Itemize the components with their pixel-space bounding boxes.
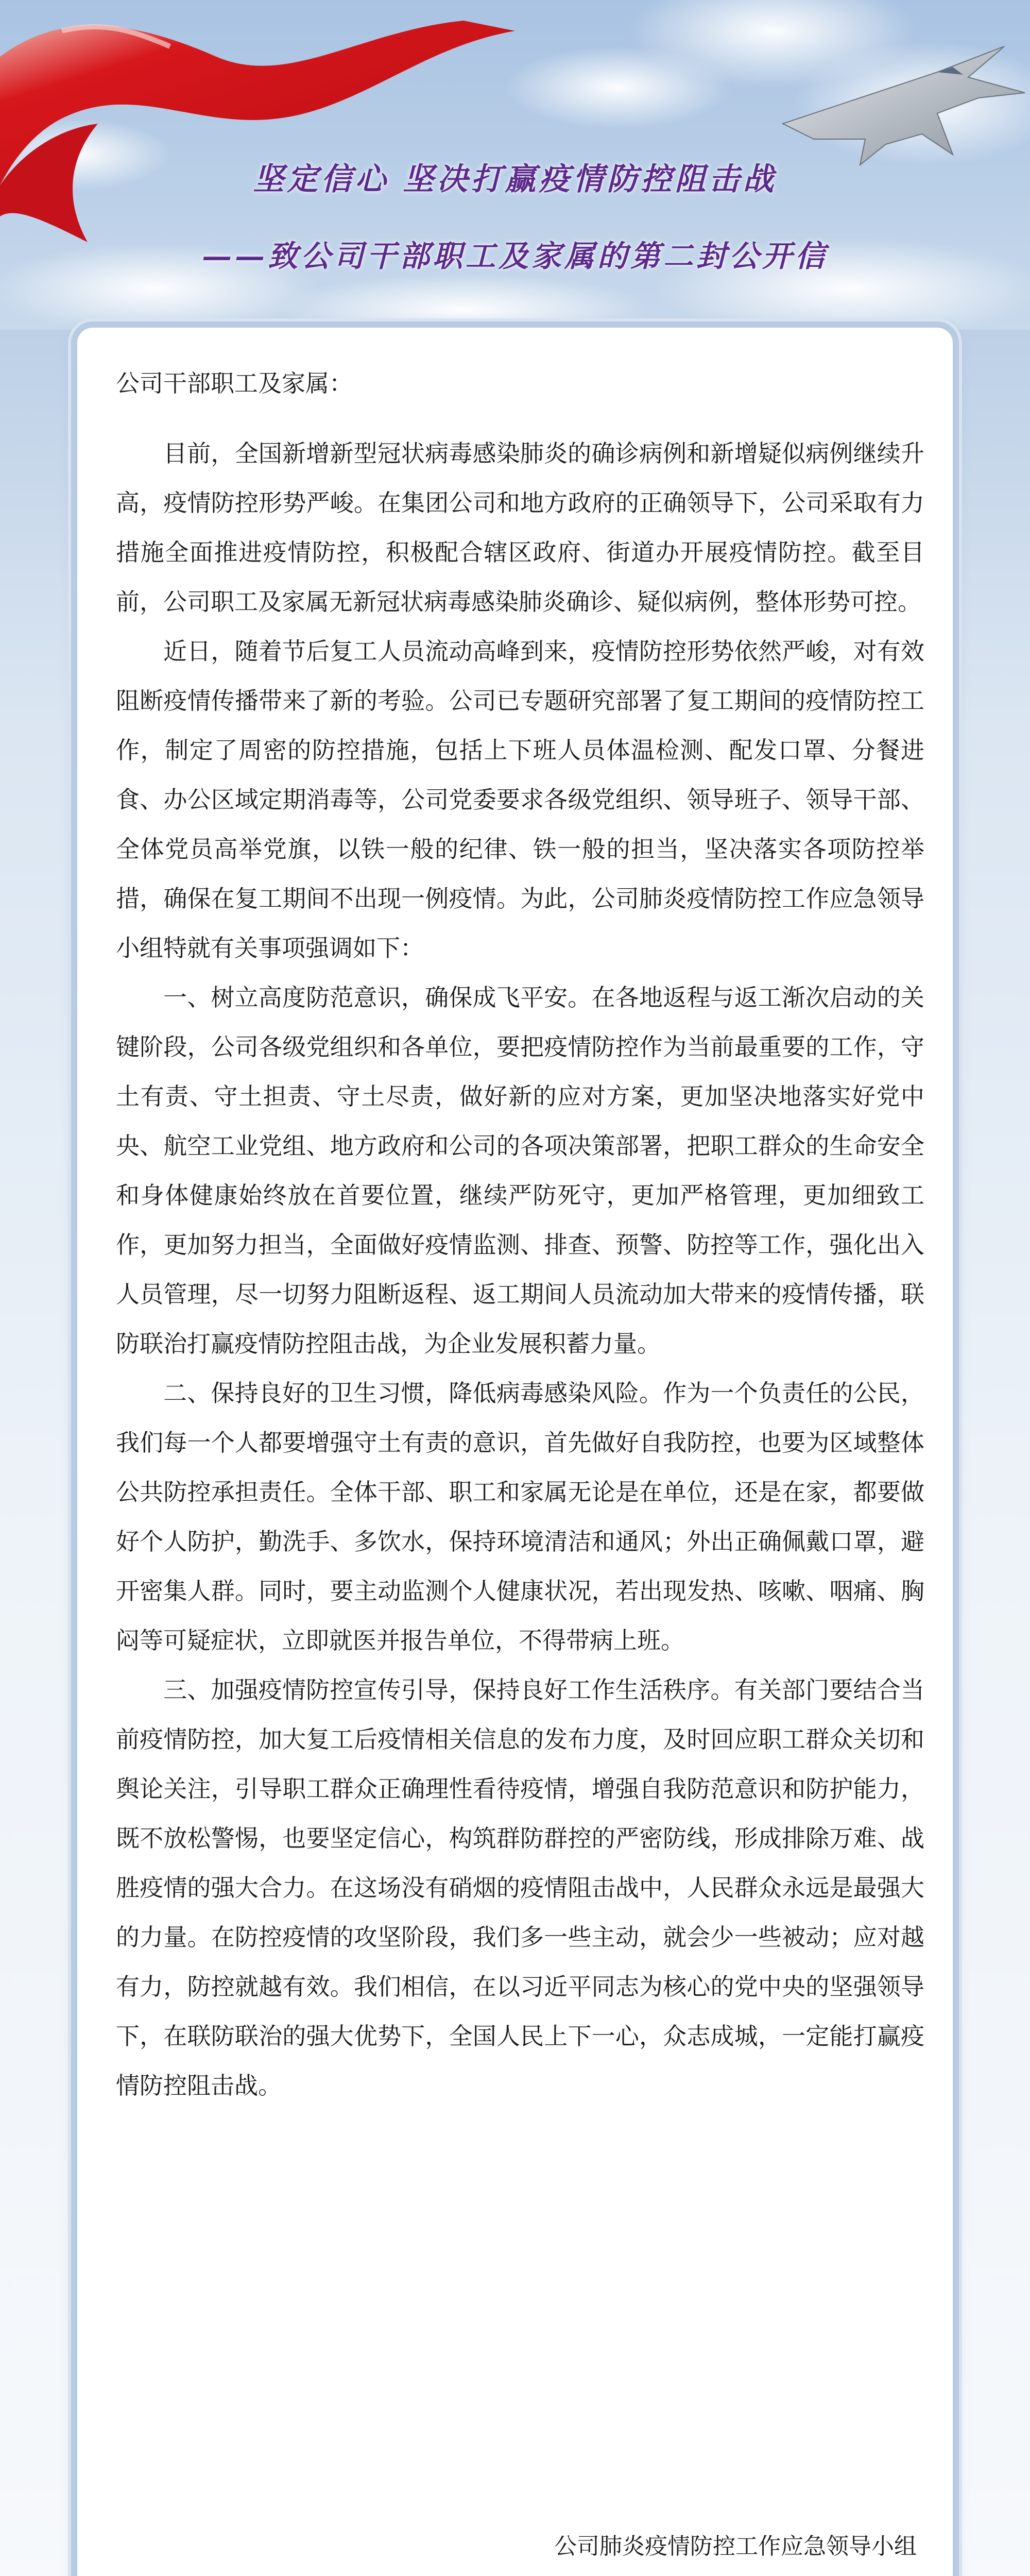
letter-paragraph-1: 目前，全国新增新型冠状病毒感染肺炎的确诊病例和新增疑似病例继续升高，疫情防控形势严峻。在集团公司和地方政府的正确领导下，公司采取有力措施全面推进疫情防控，积极配合辖区政府、街道办开展疫情防控。截至目前，公司职工及家属无新冠状病毒感染肺炎确诊、疑似病例，整体形势可控。	[116, 439, 924, 616]
letter-subtitle: ——致公司干部职工及家属的第二封公开信	[201, 239, 828, 274]
letter-paragraph-4: 二、保持良好的卫生习惯，降低病毒感染风险。作为一个负责任的公民，我们每一个人都要增强守土有责的意识，首先做好自我防控，也要为区域整体公共防控承担责任。全体干部、职工和家属无论是在单位，还是在家，都要做好个人防护，勤洗手、多饮水，保持环境清洁和通风；外出正确佩戴口罩，避开密集人群。同时，要主动监测个人健康状况，若出现发热、咳嗽、咽痛、胸闷等可疑症状，立即就医并报告单位，不得带病上班。	[116, 1379, 924, 1654]
letter-title: 坚定信心 坚决打赢疫情防控阻击战	[253, 161, 777, 197]
signature-organization: 公司肺炎疫情防控工作应急领导小组	[554, 2533, 917, 2560]
letter-body	[116, 359, 924, 2110]
header-banner	[0, 0, 1030, 330]
letter-paragraph-2: 近日，随着节后复工人员流动高峰到来，疫情防控形势依然严峻，对有效阻断疫情传播带来了新的考验。公司已专题研究部署了复工期间的疫情防控工作，制定了周密的防控措施，包括上下班人员体温检测、配发口罩、分餐进食、办公区域定期消毒等，公司党委要求各级党组织、领导班子、领导干部、全体党员高举党旗，以铁一般的纪律、铁一般的担当，坚决落实各项防控举措，确保在复工期间不出现一例疫情。为此，公司肺炎疫情防控工作应急领导小组特就有关事项强调如下：	[116, 637, 924, 962]
letter-paragraph-3: 一、树立高度防范意识，确保成飞平安。在各地返程与返工渐次启动的关键阶段，公司各级党组织和各单位，要把疫情防控作为当前最重要的工作，守土有责、守土担责、守土尽责，做好新的应对方案，更加坚决地落实好党中央、航空工业党组、地方政府和公司的各项决策部署，把职工群众的生命安全和身体健康始终放在首要位置，继续严防死守，更加严格管理，更加细致工作，更加努力担当，全面做好疫情监测、排查、预警、防控等工作，强化出入人员管理，尽一切努力阻断返程、返工期间人员流动加大带来的疫情传播，联防联治打赢疫情防控阻击战，为企业发展积蓄力量。	[116, 984, 924, 1358]
letter-salutation: 公司干部职工及家属：	[116, 369, 353, 397]
letter-card	[77, 328, 953, 2576]
letter-paragraph-5: 三、加强疫情防控宣传引导，保持良好工作生活秩序。有关部门要结合当前疫情防控，加大复工后疫情相关信息的发布力度，及时回应职工群众关切和舆论关注，引导职工群众正确理性看待疫情，增强自我防范意识和防护能力，既不放松警惕，也要坚定信心，构筑群防群控的严密防线，形成排除万难、战胜疫情的强大合力。在这场没有硝烟的疫情阻击战中，人民群众永远是最强大的力量。在防控疫情的攻坚阶段，我们多一些主动，就会少一些被动；应对越有力，防控就越有效。我们相信，在以习近平同志为核心的党中央的坚强领导下，在联防联治的强大优势下，全国人民上下一心，众志成城，一定能打赢疫情防控阻击战。	[116, 1676, 924, 2099]
